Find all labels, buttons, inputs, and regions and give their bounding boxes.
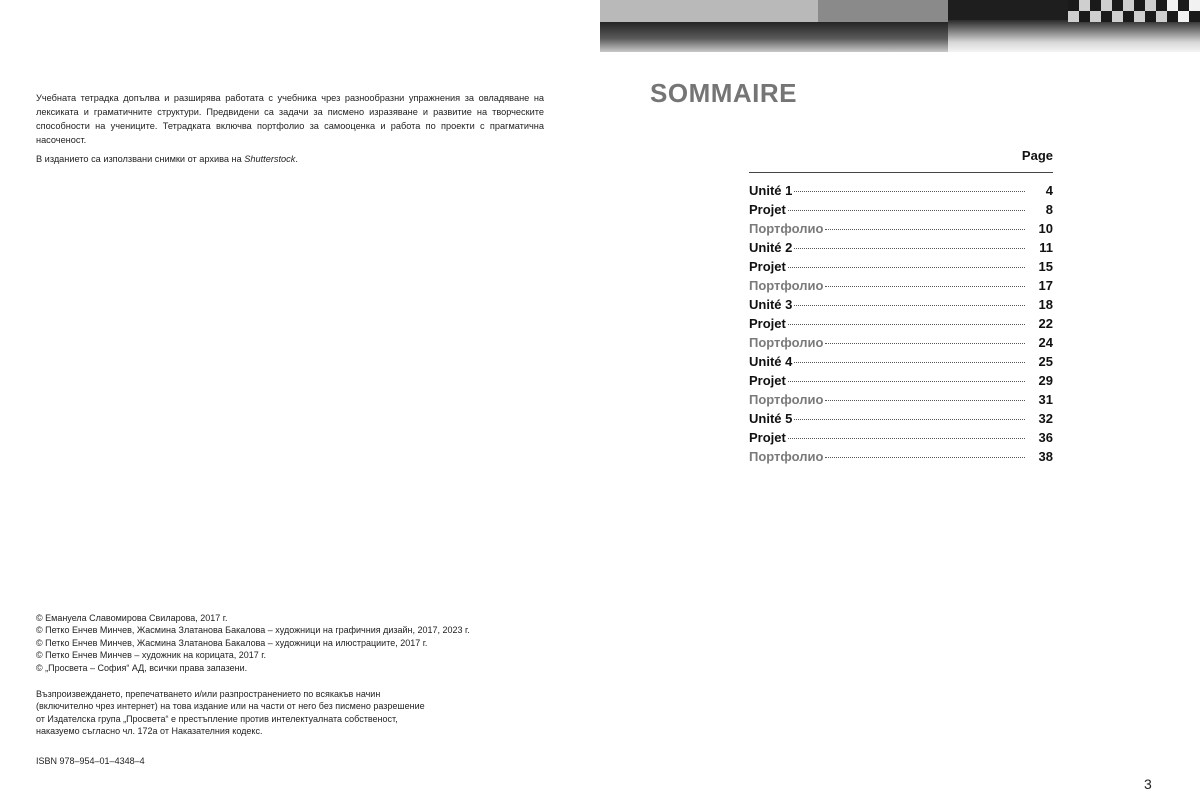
page-number: 3: [1144, 776, 1152, 792]
toc-leader-dots: [788, 266, 1025, 268]
checker-square: [1156, 11, 1167, 22]
checker-pattern: [1068, 0, 1200, 22]
band-sheen: [600, 22, 948, 52]
checker-square: [1090, 11, 1101, 22]
intro-paragraph: Учебната тетрадка допълва и разширява работата с учебника чрез разнообразни упражнения за овладяване на лексиката и граматичните структури. Предвидени са задачи за писмено изразяване и развитие на творческите способности на учениците. Тетрадката включва портфолио за самооценка и работа по проекти с прагматична насоченост.: [36, 93, 544, 146]
toc-page-header: Page: [1021, 148, 1053, 163]
checker-square: [1079, 11, 1090, 22]
checker-square: [1079, 0, 1090, 11]
toc-label: Unité 5: [749, 411, 793, 426]
rights-line: Възпроизвеждането, препечатването и/или разпространението по всякакъв начин: [36, 689, 381, 699]
checker-square: [1189, 11, 1200, 22]
toc-leader-dots: [825, 228, 1025, 230]
toc-page: 36: [1038, 430, 1053, 445]
toc-leader-dots: [825, 456, 1025, 458]
band-segment-mid: [818, 0, 948, 22]
band-fade: [948, 20, 1200, 52]
copyright-block: [36, 612, 470, 674]
photo-credit-suffix: .: [295, 154, 298, 164]
toc-row: [749, 297, 1053, 316]
toc-page: 18: [1038, 297, 1053, 312]
checker-square: [1068, 11, 1079, 22]
toc-label: Unité 2: [749, 240, 793, 255]
toc-row: [749, 259, 1053, 278]
toc-label: Unité 3: [749, 297, 793, 312]
toc-leader-dots: [825, 342, 1025, 344]
toc-label: Unité 4: [749, 354, 793, 369]
toc-page: 22: [1038, 316, 1053, 331]
toc-label: Портфолио: [749, 392, 824, 407]
checker-square: [1068, 0, 1079, 11]
rights-line: от Издателска група „Просвета“ е престъпление против интелектуалната собственост,: [36, 713, 398, 724]
checker-square: [1167, 0, 1178, 11]
toc-row: [749, 240, 1053, 259]
toc-page: 8: [1045, 202, 1053, 217]
copyright-line: © Петко Енчев Минчев, Жасмина Златанова Бакалова – художници на илюстрациите, 2017 г.: [36, 637, 428, 648]
toc-list: [749, 183, 1053, 468]
copyright-line: © Петко Енчев Минчев – художник на корицата, 2017 г.: [36, 650, 266, 661]
right-page: [600, 0, 1200, 807]
checker-square: [1156, 0, 1167, 11]
toc-page: 31: [1038, 392, 1053, 407]
copyright-line: © „Просвета – София“ АД, всички права запазени.: [36, 662, 248, 673]
toc-leader-dots: [794, 418, 1025, 420]
toc-label: Портфолио: [749, 278, 824, 293]
toc-row: [749, 202, 1053, 221]
toc-leader-dots: [794, 361, 1025, 363]
checker-square: [1145, 11, 1156, 22]
toc-label: Unité 1: [749, 183, 793, 198]
toc-label: Projet: [749, 316, 786, 331]
toc-page: 17: [1038, 278, 1053, 293]
toc-leader-dots: [788, 209, 1025, 211]
photo-credit: [36, 154, 298, 164]
toc-label: Портфолио: [749, 335, 824, 350]
toc-row: [749, 430, 1053, 449]
toc-page: 15: [1038, 259, 1053, 274]
toc-row: [749, 183, 1053, 202]
checker-square: [1090, 0, 1101, 11]
toc-page: 38: [1038, 449, 1053, 464]
toc-leader-dots: [794, 304, 1025, 306]
toc-row: [749, 411, 1053, 430]
rights-line: (включително чрез интернет) на това издание или на части от него без писмено разрешение: [36, 701, 425, 712]
toc-row: [749, 335, 1053, 354]
toc-row: [749, 392, 1053, 411]
toc-leader-dots: [794, 190, 1025, 192]
toc-leader-dots: [825, 399, 1025, 401]
checker-square: [1112, 0, 1123, 11]
checker-square: [1178, 0, 1189, 11]
checker-square: [1123, 11, 1134, 22]
toc-leader-dots: [788, 380, 1025, 382]
rights-line: наказуемо съгласно чл. 172а от Наказателния кодекс.: [36, 726, 263, 737]
toc-leader-dots: [788, 437, 1025, 439]
toc-divider: [749, 172, 1053, 173]
checker-square: [1101, 0, 1112, 11]
photo-credit-prefix: В изданието са използвани снимки от архива на: [36, 154, 245, 164]
toc-page: 25: [1038, 354, 1053, 369]
toc-row: [749, 316, 1053, 335]
toc-page: 32: [1038, 411, 1053, 426]
toc-row: [749, 373, 1053, 392]
checker-square: [1134, 11, 1145, 22]
toc-row: [749, 278, 1053, 297]
toc-page: 11: [1039, 240, 1053, 255]
header-band: [600, 0, 1200, 52]
checker-square: [1145, 0, 1156, 11]
toc-label: Projet: [749, 373, 786, 388]
band-segment-dark: [948, 0, 1068, 22]
toc-label: Портфолио: [749, 449, 824, 464]
toc-row: [749, 449, 1053, 468]
checker-square: [1101, 11, 1112, 22]
copyright-line: © Петко Енчев Минчев, Жасмина Златанова Бакалова – художници на графичния дизайн, 2017, 2023 г.: [36, 625, 470, 636]
toc-leader-dots: [794, 247, 1025, 249]
table-of-contents: [749, 148, 1053, 468]
checker-square: [1178, 11, 1189, 22]
copyright-line: © Емануела Славомирова Свиларова, 2017 г.: [36, 613, 228, 623]
checker-square: [1167, 11, 1178, 22]
band-segment-light: [600, 0, 818, 22]
toc-label: Projet: [749, 430, 786, 445]
checker-square: [1189, 0, 1200, 11]
toc-row: [749, 354, 1053, 373]
toc-page: 4: [1045, 183, 1053, 198]
toc-leader-dots: [788, 323, 1025, 325]
page-title: SOMMAIRE: [650, 78, 797, 108]
toc-label: Projet: [749, 202, 786, 217]
toc-page: 10: [1038, 221, 1053, 236]
toc-leader-dots: [825, 285, 1025, 287]
toc-label: Projet: [749, 259, 786, 274]
checker-square: [1134, 0, 1145, 11]
toc-page: 24: [1038, 335, 1053, 350]
toc-row: [749, 221, 1053, 240]
checker-square: [1112, 11, 1123, 22]
photo-credit-source: Shutterstock: [244, 154, 296, 164]
rights-notice: [36, 688, 425, 738]
toc-page: 29: [1038, 373, 1053, 388]
isbn: ISBN 978–954–01–4348–4: [36, 756, 145, 766]
checker-square: [1123, 0, 1134, 11]
toc-label: Портфолио: [749, 221, 824, 236]
